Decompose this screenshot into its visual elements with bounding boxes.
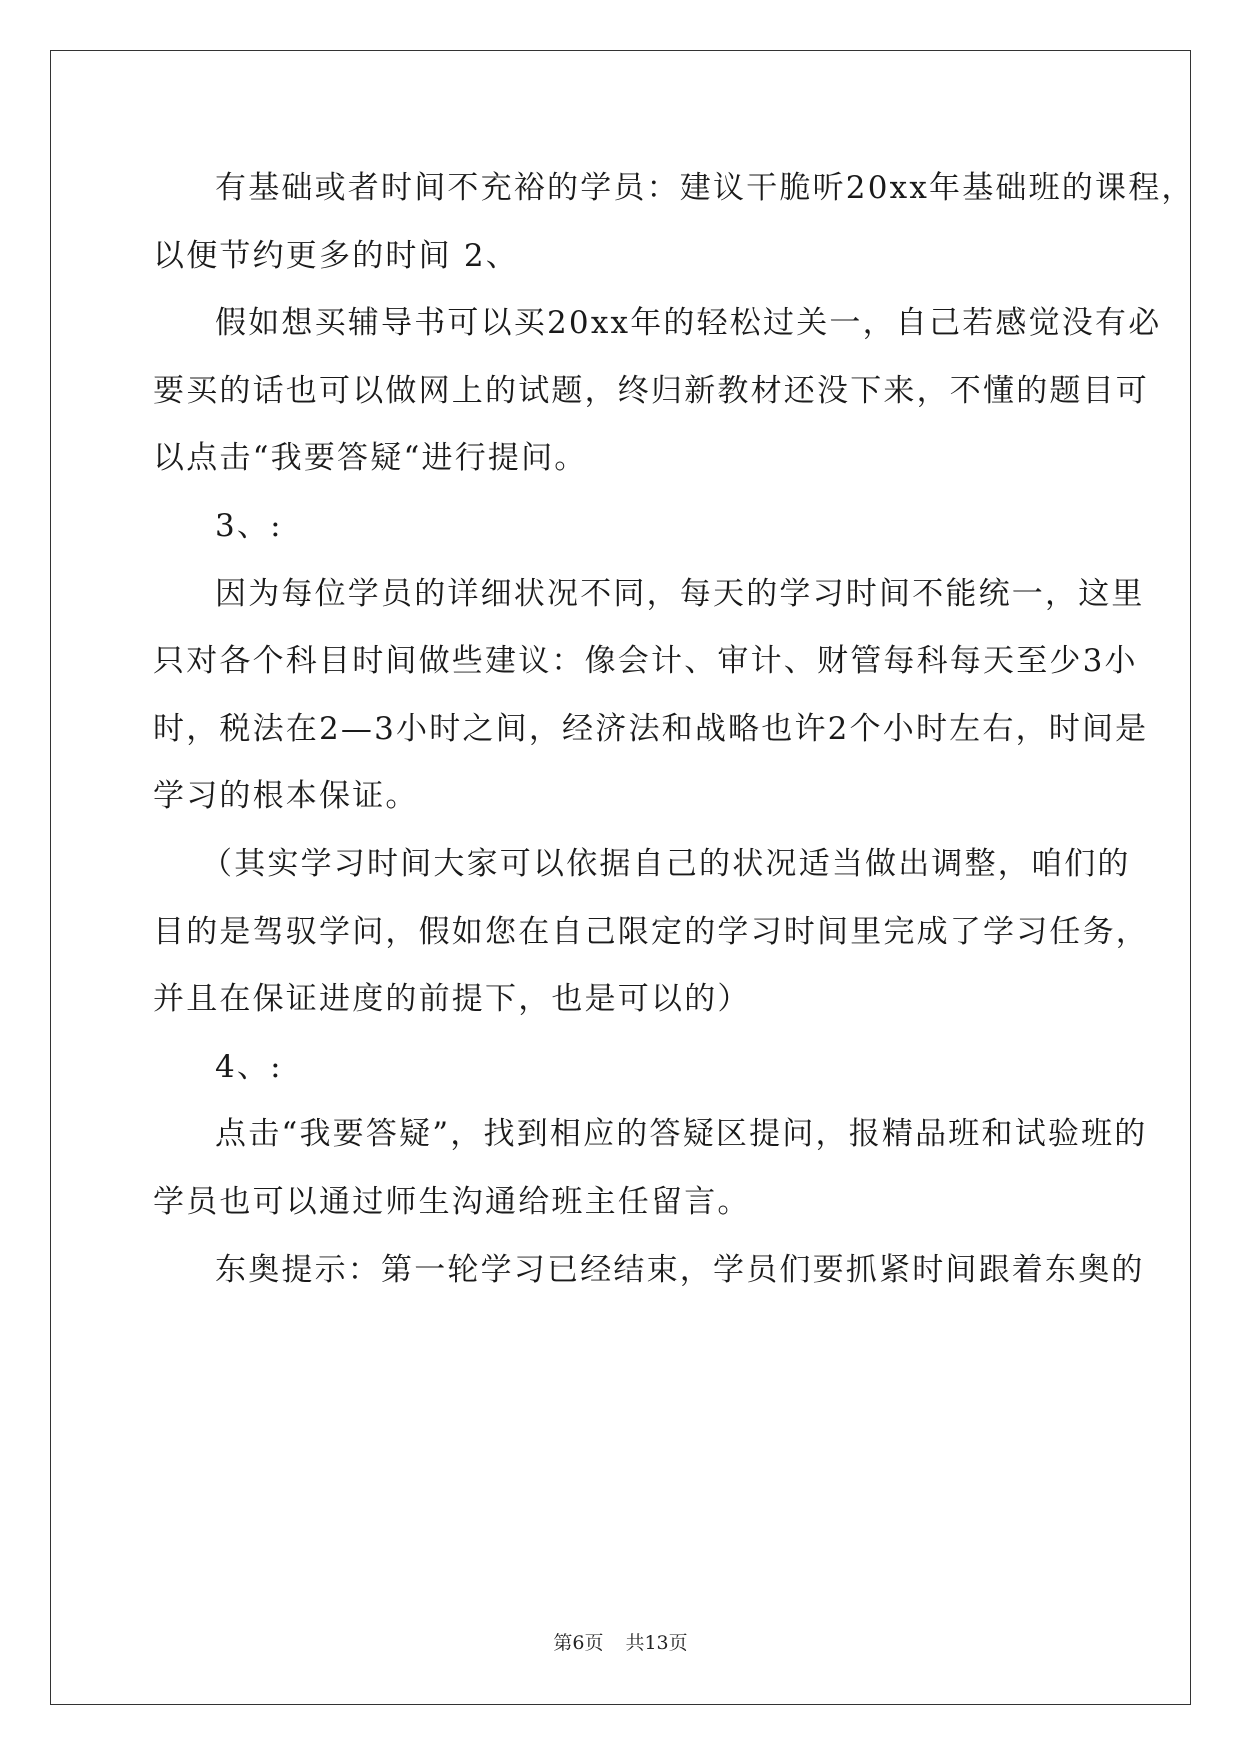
text-line: 东奥提示：第一轮学习已经结束，学员们要抓紧时间跟着东奥的 [215,1252,1145,1288]
page-number-current: 第6页 [553,1632,604,1654]
text-line: 学习的根本保证。 [153,778,419,814]
text-line: 因为每位学员的详细状况不同，每天的学习时间不能统一，这里 [215,576,1145,612]
text-line: 目的是驾驭学问，假如您在自己限定的学习时间里完成了学习任务， [153,914,1149,950]
text-line: 并且在保证进度的前提下，也是可以的） [153,981,751,1017]
section-number: 4、: [215,1049,283,1085]
text-line: 假如想买辅导书可以买20xx年的轻松过关一，自己若感觉没有必 [215,305,1162,341]
text-line: 点击“我要答疑”，找到相应的答疑区提问，报精品班和试验班的 [215,1116,1148,1152]
section-number: 3、: [215,508,283,544]
text-line: 以便节约更多的时间 2、 [153,238,519,274]
text-line: （其实学习时间大家可以依据自己的状况适当做出调整，咱们的 [201,846,1131,882]
text-line: 时，税法在2—3小时之间，经济法和战略也许2个小时左右，时间是 [153,711,1149,747]
page-number-total: 共13页 [625,1632,688,1654]
page-footer [0,1628,1241,1655]
text-line: 有基础或者时间不充裕的学员：建议干脆听20xx年基础班的课程， [215,170,1195,206]
text-line: 学员也可以通过师生沟通给班主任留言。 [153,1184,751,1220]
text-line: 以点击“我要答疑“进行提问。 [153,440,588,476]
text-line: 要买的话也可以做网上的试题，终归新教材还没下来，不懂的题目可 [153,373,1149,409]
text-line: 只对各个科目时间做些建议：像会计、审计、财管每科每天至少3小 [153,643,1138,679]
